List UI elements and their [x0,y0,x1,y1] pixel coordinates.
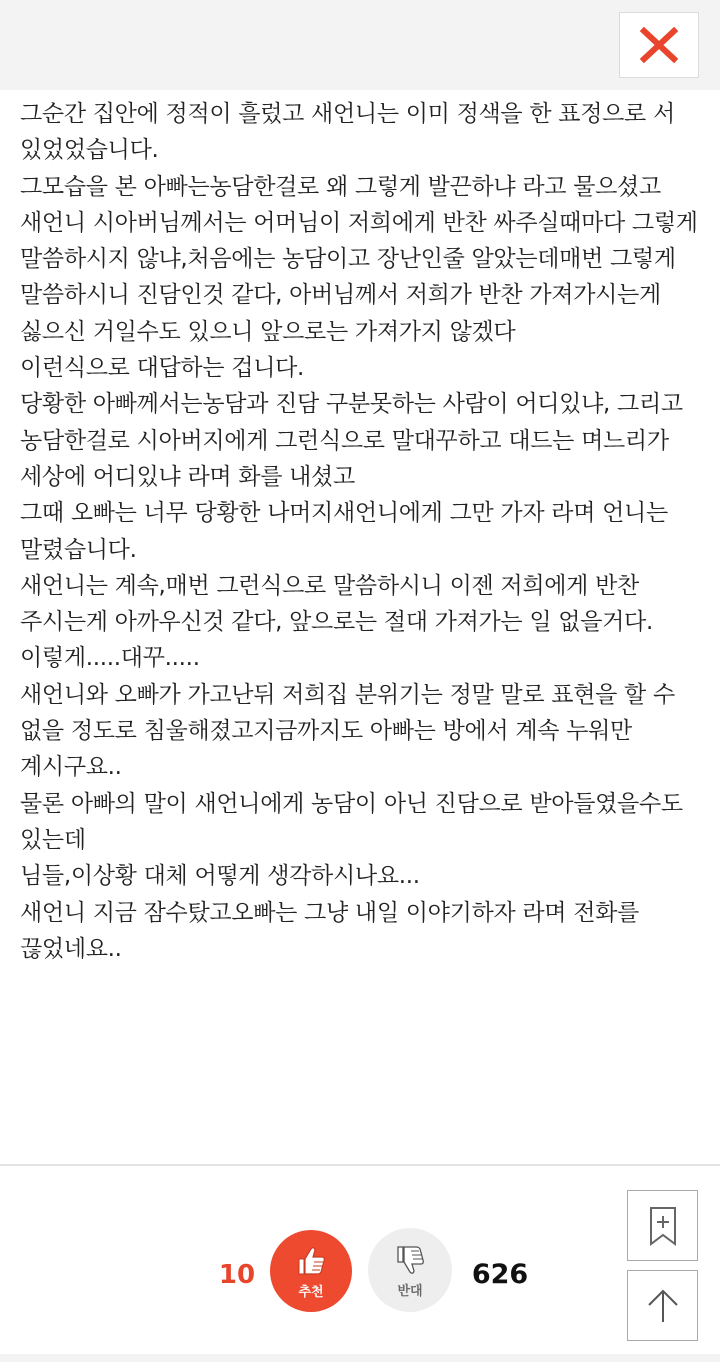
arrow-up-icon [643,1286,683,1326]
paragraph: 그순간 집안에 정적이 흘렀고 새언니는 이미 정색을 한 표정으로 서 있었었습니다. [20,101,675,164]
paragraph: 그모습을 본 아빠는농담한걸로 왜 그렇게 발끈하냐 라고 물으셨고 [20,173,661,200]
reaction-bar [0,1166,720,1362]
paragraph: 새언니는 계속,매번 그런식으로 말씀하시니 이젠 저희에게 반찬 주시는게 아까우신것 같다, 앞으로는 절대 가져가는 일 없을거다. 이렇게.....대꾸..... [20,572,653,672]
like-button[interactable] [270,1230,352,1312]
like-label: 추천 [298,1284,324,1300]
close-x-icon [639,25,679,65]
like-count: 10 [218,1260,256,1290]
paragraph: 물론 아빠의 말이 새언니에게 농담이 아닌 진담으로 받아들였을수도 있는데 [20,790,683,853]
bookmark-button[interactable] [627,1190,698,1261]
bookmark-add-icon [646,1205,680,1247]
article-body [20,96,710,967]
bottom-strip [0,1354,720,1362]
paragraph: 새언니 지금 잠수탔고오빠는 그냥 내일 이야기하자 라며 전화를 끊었네요.. [20,899,639,962]
scroll-top-button[interactable] [627,1270,698,1341]
close-button[interactable] [619,12,699,78]
paragraph: 새언니와 오빠가 가고난뒤 저희집 분위기는 정말 말로 표현을 할 수 없을 정도로 침울해졌고지금까지도 아빠는 방에서 계속 누워만 계시구요.. [20,681,675,781]
paragraph: 이런식으로 대답하는 겁니다. [20,355,305,382]
top-bar [0,0,720,90]
paragraph: 그때 오빠는 너무 당황한 나머지새언니에게 그만 가자 라며 언니는 말렸습니다. [20,500,668,563]
thumbs-down-icon [392,1242,428,1278]
paragraph: 새언니 시아버님께서는 어머님이 저희에게 반찬 싸주실때마다 그렇게 말씀하시지 않냐,처음에는 농담이고 장난인줄 알았는데매번 그렇게 말씀하시니 진담인것 같다, 아버님께서 저희가 반찬 가져가시는게 싫으신 거일수도 있으니 앞으로는 가져가지 않겠다 [20,209,698,345]
dislike-label: 반대 [397,1283,423,1299]
paragraph: 님들,이상황 대체 어떻게 생각하시나요... [20,863,420,890]
dislike-count: 626 [471,1259,529,1290]
dislike-button[interactable] [368,1228,452,1312]
paragraph: 당황한 아빠께서는농담과 진담 구분못하는 사람이 어디있냐, 그리고 농담한걸로 시아버지에게 그런식으로 말대꾸하고 대드는 며느리가 세상에 어디있냐 라며 화를 내셨고 [20,391,683,490]
thumbs-up-icon [293,1243,329,1279]
